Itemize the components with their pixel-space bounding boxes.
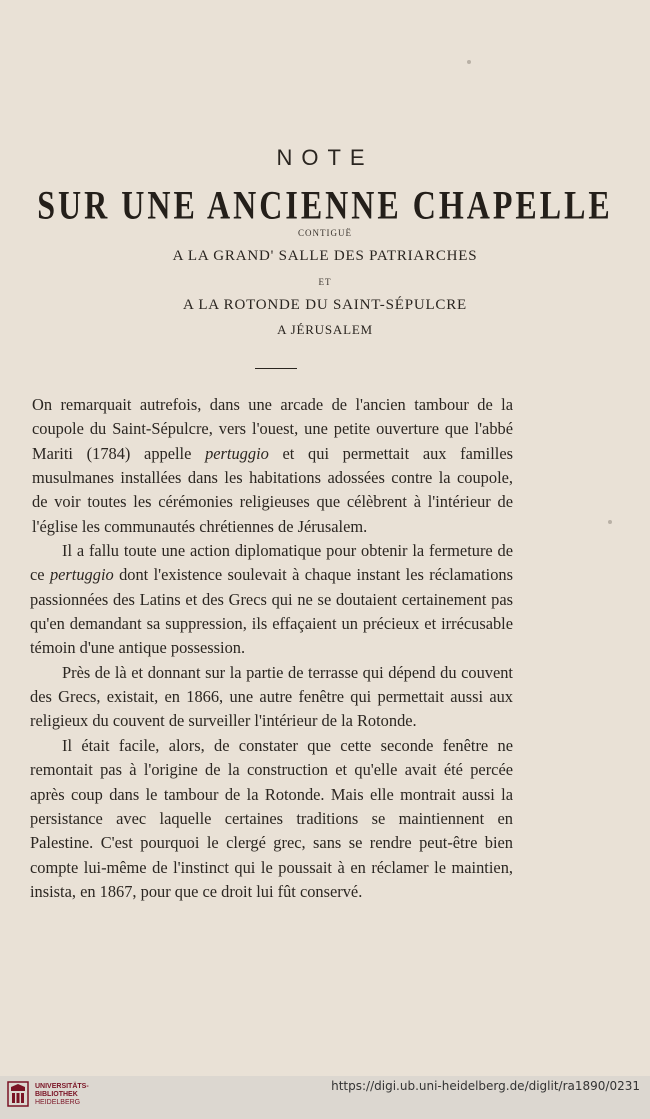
subtitle-patriarches: A LA GRAND' SALLE DES PATRIARCHES xyxy=(172,248,478,264)
subtitle-rotonde: A LA ROTONDE DU SAINT-SÉPULCRE xyxy=(182,297,468,313)
paper-spot xyxy=(467,60,471,64)
body-text xyxy=(30,393,513,904)
paragraph-2-text-b: dont l'existence soulevait à chaque instant les réclamations passionnées des Latins et des Grecs qui ne se doutaient certainement pas qu'en demandant sa suppression, ils effaçaient un précieux et irrécusable témoin d'une antique possession. xyxy=(30,565,513,658)
paragraph-2 xyxy=(30,539,513,661)
logo-line-1: UNIVERSITÄTS- xyxy=(35,1083,89,1090)
paragraph-1 xyxy=(30,393,513,539)
paper-spot xyxy=(608,520,612,524)
paragraph-1-text-b: et qui permettait aux familles musulmanes installées dans les habitations adossées contre la coupole, de voir toutes les cérémonies religieuses que célèbrent à l'intérieur de l'église les communautés chrétiennes de Jérusalem. xyxy=(32,443,513,536)
subtitle-et: ET xyxy=(318,277,332,287)
paragraph-4: Il était facile, alors, de constater que cette seconde fenêtre ne remontait pas à l'origine de la construction et qu'elle avait été percée après coup dans le tambour de la Rotonde. Mais elle montrait aussi la persistance avec laquelle certaines traditions se maintiennent en Palestine. C'est pourquoi le clergé grec, sans se rendre peut-être bien compte lui-même de l'instinct qui le poussait à en réclamer le maintien, insista, en 1867, pour que ce droit lui fût conservé. xyxy=(30,735,513,901)
permalink-url[interactable]: https://digi.ub.uni-heidelberg.de/diglit/ra1890/0231 xyxy=(331,1079,640,1093)
paragraph-1-italic: pertuggio xyxy=(205,443,269,463)
subtitle-jerusalem: A JÉRUSALEM xyxy=(277,322,373,337)
page-title: SUR UNE ANCIENNE CHAPELLE xyxy=(37,182,613,227)
subtitle-contigue: CONTIGUË xyxy=(298,228,352,238)
logo-line-2: BIBLIOTHEK xyxy=(35,1091,78,1098)
library-logo-text[interactable] xyxy=(35,1083,89,1107)
paragraph-2-text-a: Il a fallu toute une action diplomatique pour obtenir la fermeture de ce xyxy=(30,541,513,585)
logo-line-3: HEIDELBERG xyxy=(35,1099,81,1106)
library-logo-icon[interactable] xyxy=(7,1081,29,1107)
paragraph-1-text-a: On remarquait autrefois, dans une arcade de l'ancien tambour de la coupole du Saint-Sépulcre, vers l'ouest, une petite ouverture que l'abbé Mariti (1784) appelle xyxy=(32,395,513,463)
note-heading: NOTE xyxy=(276,145,374,170)
paragraph-3: Près de là et donnant sur la partie de terrasse qui dépend du couvent des Grecs, existait, en 1866, une autre fenêtre qui permettait aussi aux religieux du couvent de surveiller l'intérieur de la Rotonde. xyxy=(30,662,513,731)
title-divider xyxy=(255,368,297,369)
paragraph-2-italic: pertuggio xyxy=(49,565,114,585)
